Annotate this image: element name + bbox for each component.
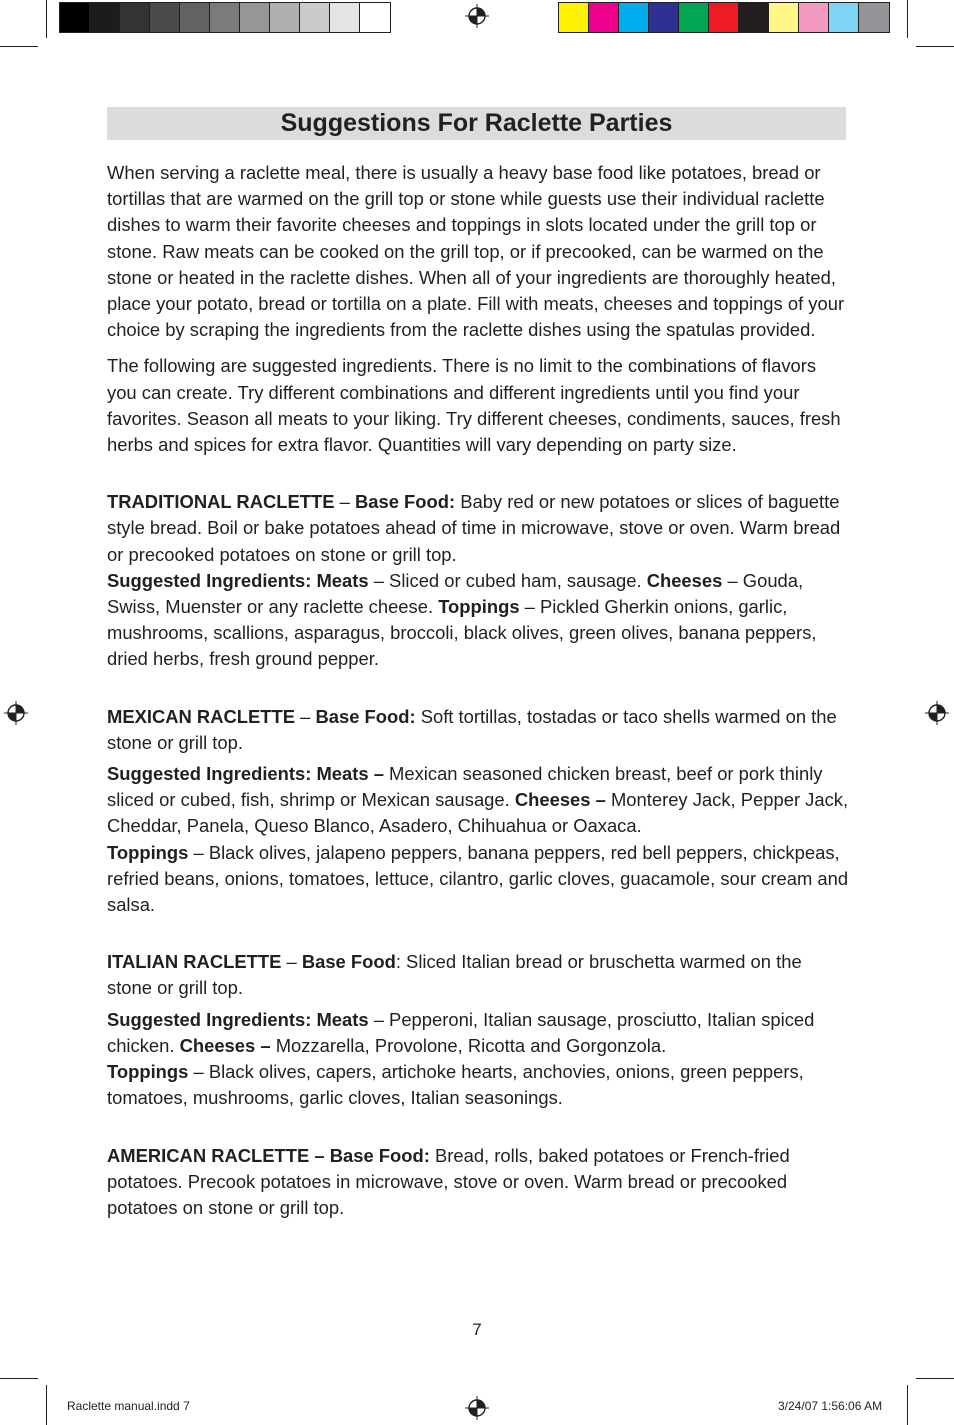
color-swatch — [589, 3, 619, 32]
color-swatch — [180, 3, 210, 32]
color-swatch — [859, 3, 889, 32]
meats-label: Suggested Ingredients: Meats — [107, 569, 369, 591]
color-swatch — [330, 3, 360, 32]
registration-mark-icon — [465, 1396, 489, 1420]
american-label: AMERICAN RACLETTE – Base Food: — [107, 1144, 430, 1166]
color-swatch — [360, 3, 390, 32]
intro-paragraph: The following are suggested ingredients. There is no limit to the combinations of flavors you can create. Try different combinations and different ingredients until you find your favorites. Season all meats to your liking. Try different cheeses, condiments, sauces, fresh herbs and spices for extra flavor. Quantities will vary depending on party size. — [107, 355, 841, 456]
traditional-ingredients-paragraph — [107, 568, 849, 673]
toppings-text: – Black olives, capers, artichoke hearts, anchovies, onions, green peppers, tomatoes, mushrooms, garlic cloves, Italian seasonings. — [107, 1061, 804, 1109]
italian-ingredients-paragraph — [107, 1007, 849, 1112]
separator: – — [295, 705, 316, 727]
crop-mark — [916, 46, 954, 47]
color-swatch — [240, 3, 270, 32]
section-name: ITALIAN RACLETTE — [107, 951, 282, 973]
page-number: 7 — [472, 1320, 482, 1339]
cheeses-label: Cheeses — [646, 569, 723, 591]
registration-mark-icon — [4, 701, 28, 725]
base-food-text: : Sliced Italian bread or bruschetta warmed on the stone or grill top. — [107, 951, 802, 999]
color-swatch — [619, 3, 649, 32]
color-swatch — [739, 3, 769, 32]
toppings-label: Toppings — [107, 1061, 189, 1083]
crop-mark — [0, 46, 38, 47]
meats-text: – Sliced or cubed ham, sausage. — [368, 569, 647, 591]
process-color-bar — [558, 2, 890, 33]
section-name: MEXICAN RACLETTE — [107, 705, 295, 727]
base-food-label: Base Food: — [315, 705, 416, 727]
page-title: Suggestions For Raclette Parties — [107, 107, 846, 140]
intro-paragraph: When serving a raclette meal, there is usually a heavy base food like potatoes, bread or tortillas that are warmed on the grill top or stone while guests use their individual raclette dishes to warm their favorite cheeses and toppings in slots located under the grill top or stone. Raw meats can be cooked on the grill top, or if precooked, can be warmed on the stone or heated in the raclette dishes. When all of your ingredients are thoroughly heated, place your potato, bread or tortilla on a plate. Fill with meats, cheeses and toppings of your choice by scraping the ingredients from the raclette dishes using the spatulas provided. — [107, 162, 845, 341]
mexican-base-paragraph — [107, 704, 849, 756]
cheeses-text: Mozzarella, Provolone, Ricotta and Gorgonzola. — [270, 1034, 667, 1056]
separator: – — [281, 951, 302, 973]
registration-mark-icon — [465, 4, 489, 28]
document-body — [107, 160, 849, 1221]
color-swatch — [300, 3, 330, 32]
meats-label: Suggested Ingredients: Meats – — [107, 763, 384, 785]
meats-label: Suggested Ingredients: Meats — [107, 1008, 369, 1030]
color-swatch — [829, 3, 859, 32]
section-name: TRADITIONAL RACLETTE — [107, 491, 335, 513]
color-swatch — [679, 3, 709, 32]
color-swatch — [150, 3, 180, 32]
grayscale-color-bar — [59, 2, 391, 33]
mexican-ingredients-paragraph — [107, 761, 849, 918]
crop-mark — [907, 1385, 908, 1425]
toppings-label: Toppings — [107, 841, 189, 863]
crop-mark — [907, 0, 908, 38]
italian-base-paragraph — [107, 949, 849, 1001]
crop-mark — [0, 1378, 38, 1379]
meats-text: Mexican seasoned chicken breast, beef or pork thinly sliced or cubed, fish, shrimp or Mexican sausage. — [107, 763, 823, 811]
color-swatch — [120, 3, 150, 32]
registration-mark-icon — [925, 701, 949, 725]
cheeses-label: Cheeses – — [514, 789, 606, 811]
color-swatch — [90, 3, 120, 32]
separator: – — [334, 491, 355, 513]
base-food-text: Soft tortillas, tostadas or taco shells warmed on the stone or grill top. — [107, 705, 837, 753]
cheeses-text: – Gouda, Swiss, Muenster or any raclette cheese. — [107, 569, 804, 618]
color-swatch — [649, 3, 679, 32]
base-food-label: Base Food — [301, 951, 396, 973]
color-swatch — [60, 3, 90, 32]
crop-mark — [46, 0, 47, 38]
timestamp-slug: 3/24/07 1:56:06 AM — [778, 1399, 883, 1413]
toppings-text: – Black olives, jalapeno peppers, banana peppers, red bell peppers, chickpeas, refried beans, onions, tomatoes, lettuce, cilantro, garlic cloves, guacamole, sour cream and salsa. — [107, 841, 849, 916]
cheeses-label: Cheeses – — [179, 1034, 271, 1056]
toppings-text: – Pickled Gherkin onions, garlic, mushrooms, scallions, asparagus, broccoli, black olives, green olives, banana peppers, dried herbs, fresh ground pepper. — [107, 596, 817, 670]
color-swatch — [709, 3, 739, 32]
american-base-paragraph — [107, 1143, 849, 1222]
base-food-label: Base Food: — [354, 491, 456, 513]
toppings-label: Toppings — [438, 596, 520, 618]
base-food-text: Baby red or new potatoes or slices of baguette style bread. Boil or bake potatoes ahead of time in microwave, stove or oven. Warm bread or precooked potatoes on stone or grill top. — [107, 491, 841, 565]
color-swatch — [559, 3, 589, 32]
american-text: Bread, rolls, baked potatoes or French-fried potatoes. Precook potatoes in microwave, stove or oven. Warm bread or precooked potatoes on stone or grill top. — [107, 1144, 790, 1218]
cheeses-text: Monterey Jack, Pepper Jack, Cheddar, Panela, Queso Blanco, Asadero, Chihuahua or Oaxaca. — [107, 789, 849, 837]
color-swatch — [270, 3, 300, 32]
color-swatch — [210, 3, 240, 32]
meats-text: – Pepperoni, Italian sausage, prosciutto, Italian spiced chicken. — [107, 1008, 815, 1056]
crop-mark — [916, 1378, 954, 1379]
crop-mark — [46, 1385, 47, 1425]
file-slug: Raclette manual.indd 7 — [67, 1399, 190, 1413]
traditional-base-paragraph — [107, 489, 849, 568]
color-swatch — [769, 3, 799, 32]
color-swatch — [799, 3, 829, 32]
